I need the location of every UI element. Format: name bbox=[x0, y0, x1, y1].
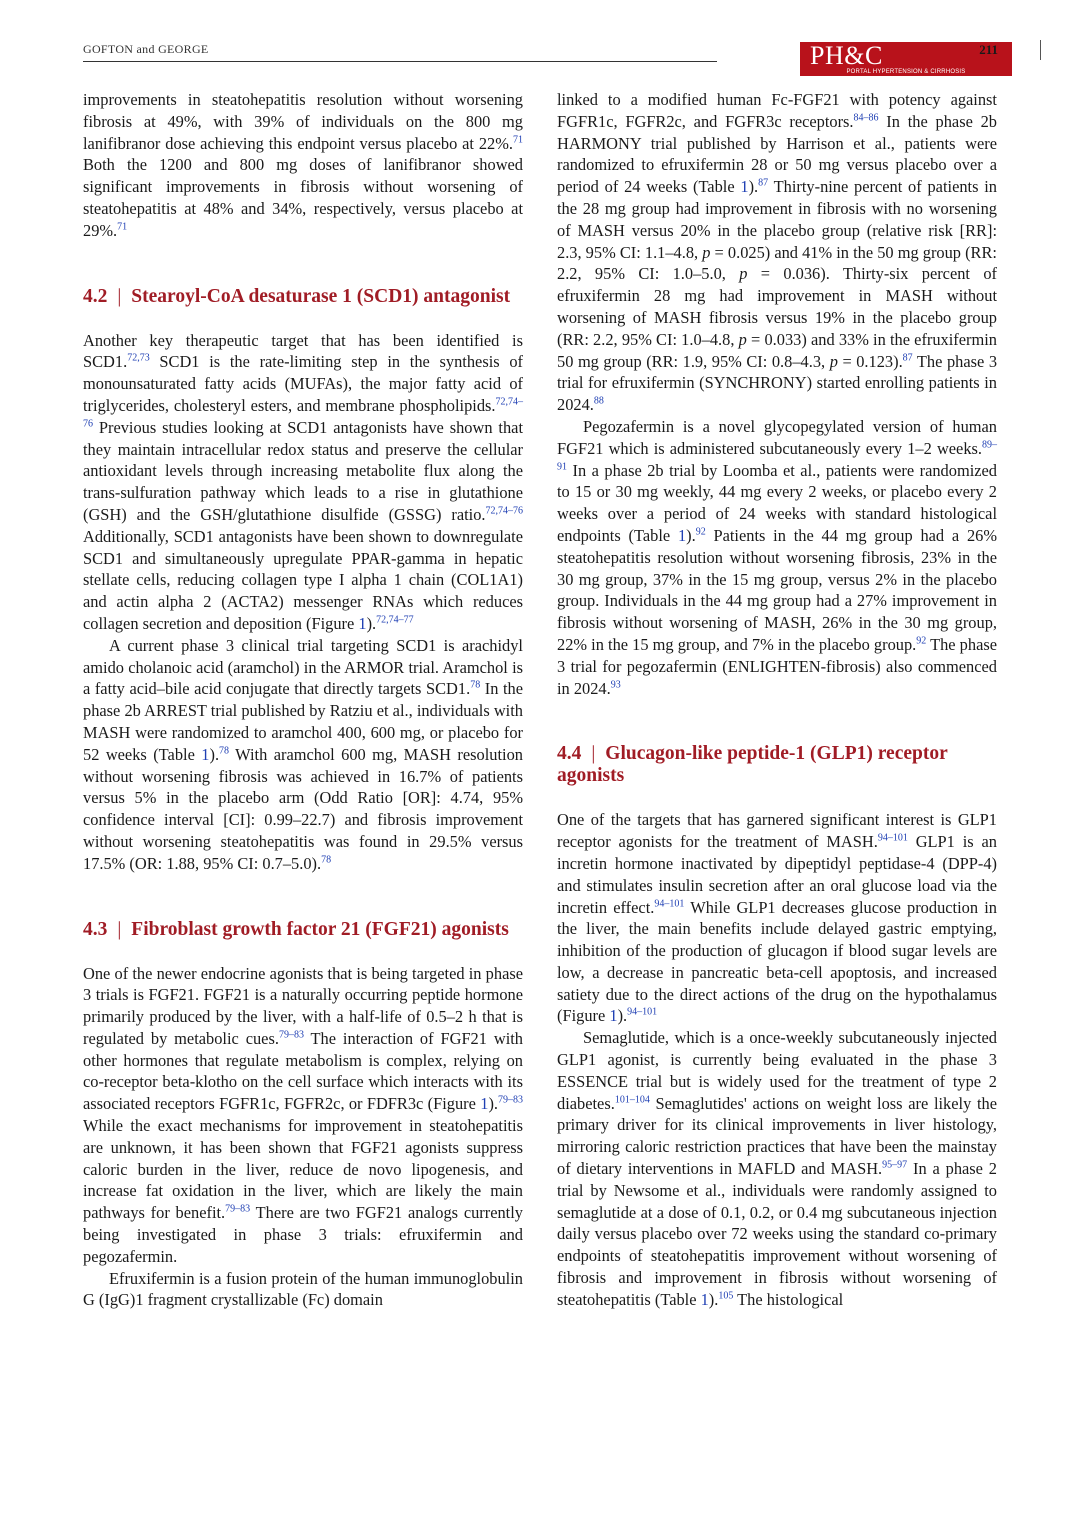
table-link[interactable]: 1 bbox=[677, 525, 687, 545]
section-heading-4-3: 4.3 | Fibroblast growth factor 21 (FGF21) agonists bbox=[83, 918, 509, 940]
right-column bbox=[557, 89, 997, 1311]
citation-link[interactable]: 94–101 bbox=[654, 898, 685, 910]
table-link[interactable]: 1 bbox=[201, 744, 210, 764]
citation-link[interactable]: 78 bbox=[470, 679, 481, 691]
citation-link[interactable]: 94–101 bbox=[877, 832, 908, 844]
citation-link[interactable]: 89–91 bbox=[557, 439, 997, 473]
page-number: 211 bbox=[979, 42, 998, 57]
section-heading-4-4: 4.4 | Glucagon-like peptide-1 (GLP1) receptor agonists bbox=[557, 743, 948, 787]
journal-logo-subtitle: PORTAL HYPERTENSION & CIRRHOSIS bbox=[846, 69, 966, 75]
paragraph: Pegozafermin is a novel glycopegylated version of human FGF21 which is administered subcutaneously every 1–2 weeks.$^{89-91}$ In a phase 2b trial by Loomba et al., patients were randomized to 15 or 30 mg weekly, 44 mg every 2 weeks, or placebo every 2 weeks over a period of 24 weeks with standard histological endpoints (Table 1).$^{92}$ Patients in the 44 mg group had a 26% steatohepatitis resolution without worsening fibrosis, 23% in the 30 mg group, 37% in the 15 mg group, versus 2% in the placebo group. Individuals in the 44 mg group had a 27% improvement in fibrosis without worsening of MASH, 26% in the 30 mg group, 22% in the 15 mg group, and 7% in the placebo group.$^{92}$ The phase 3 trial for pegozafermin (ENLIGHTEN-fibrosis) also commenced in 2024.93 bbox=[557, 416, 998, 698]
paragraph: Semaglutide, which is a once-weekly subcutaneously injected GLP1 agonist, is currently being evaluated in the phase 3 ESSENCE trial but is widely used for the treatment of type 2 diabetes.$^{101-104}$ Semaglutides' actions on weight loss are likely the primary driver for its clinical improvements in liver histology, mirroring caloric restriction practices that have been the mainstay of dietary interventions in MAFLD and MASH.$^{95-97}$ In a phase 2 trial by Newsome et al., individuals were randomly assigned to semaglutide at a dose of 0.1, 0.2, or 0.4 mg subcutaneous injection daily versus placebo over 72 weeks using the standard co-primary endpoints of steatohepatitis improvement without worsening of fibrosis and improvement in fibrosis without worsening of steatohepatitis (Table 1).$^{105}$ The histological bbox=[557, 1028, 997, 1309]
citation-link[interactable]: 94–101 bbox=[627, 1007, 658, 1019]
figure-link[interactable]: 1 bbox=[609, 1006, 618, 1026]
header-rule bbox=[83, 61, 717, 62]
paragraph: A current phase 3 clinical trial targeting SCD1 is arachidyl amido cholanoic acid (aramchol) in the ARMOR trial. Aramchol is a fatty acid–bile acid conjugate that directly targets SCD1.78 In the phase 2b ARREST trial published by Ratziu et al., individuals with MASH were randomized to aramchol 400, 600 mg, or placebo for 52 weeks (Table 1).$^{78}$ With aramchol 600 mg, MASH resolution without worsening fibrosis was achieved in 16.7% of patients versus 5% in the placebo arm (Odd Ratio [OR]: 4.74, 95% confidence interval [CI]: 0.99–22.7) and fibrosis improvement without worsening steatohepatitis was found in 29.5% versus 17.5% (OR: 1.88, 95% CI: 0.7–5.0).$^{78}$ bbox=[83, 635, 524, 873]
citation-link[interactable]: 78 bbox=[219, 745, 230, 757]
citation-link[interactable]: 84–86 bbox=[853, 112, 879, 124]
paragraph: linked to a modified human Fc-FGF21 with potency against FGFR1c, FGFR2c, and FGFR3c receptors.$^{84-86}$ In the phase 2b HARMONY trial published by Harrison et al., patients were randomized to efruxifermin 28 or 50 mg versus placebo over a period of 24 weeks (Table 1).$^{87}$ Thirty-nine percent of patients in the 28 mg group had improvement in fibrosis with no worsening of MASH versus 20% in the placebo group (relative risk [RR]: 2.3, 95% CI: 1.1–4.8, p = 0.025) and 41% in the 50 mg group (RR: 2.2, 95% CI: 1.0–5.0, p = 0.036). Thirty-six percent of efruxifermin 28 mg had improvement in MASH without worsening of MASH fibrosis versus 19% in the placebo group (RR: 2.2, 95% CI: 1.0–4.8, p = 0.033) and 33% in the efruxifermin 50 mg group (RR: 1.9, 95% CI: 0.8–4.3, p = 0.123).$^{87}$ The phase 3 trial for efruxifermin (SYNCHRONY) started enrolling patients in 2024.88 bbox=[557, 90, 998, 415]
paragraph: Another key therapeutic target that has been identified is SCD1.$^{72,73}$ SCD1 is the rate-limiting step in the synthesis of monounsaturated fatty acids (MUFAs), the major fatty acid of triglycerides, cholesteryl esters, and membrane phospholipids.$^{72,74-76}$ Previous studies looking at SCD1 antagonists have shown that they maintain intracellular redox status and preserve the cellular antioxidant levels through increasing metabolite flux along the trans-sulfuration pathway which leads to a rise in glutathione (GSH) and the GSH/glutathione disulfide (GSSG) ratio.$^{72,74-76}$ Additionally, SCD1 antagonists have been shown to downregulate SCD1 and simultaneously upregulate PPAR-gamma in hepatic stellate cells, reducing collagen type I alpha 1 chain (COL1A1) and actin alpha 2 (ACTA2) messenger RNAs which reduces collagen secretion and deposition (Figure 1).$^{72,74-77}$ bbox=[83, 330, 523, 633]
citation-link[interactable]: 79–83 bbox=[498, 1094, 523, 1106]
citation-link[interactable]: 88 bbox=[593, 395, 604, 407]
citation-link[interactable]: 105 bbox=[718, 1290, 734, 1302]
table-link[interactable]: 1 bbox=[700, 1289, 709, 1309]
citation-link[interactable]: 92 bbox=[916, 635, 927, 647]
paragraph: One of the targets that has garnered significant interest is GLP1 receptor agonists for the treatment of MASH.$^{94-101}$ GLP1 is an incretin hormone inactivated by dipeptidyl peptidase-4 (DPP-4) and stimulates insulin secretion after an oral glucose load via the incretin effect.$^{94-101}$ While GLP1 decreases glucose production in the liver, the main benefits include delayed gastric emptying, inhibition of the production of glucagon if blood sugar levels are low, a decrease in pancreatic beta-cell apoptosis, and increased satiety due to the direct actions of the drug on the hypothalamus (Figure 1).$^{94-101}$ bbox=[557, 810, 998, 1026]
citation-link[interactable]: 78 bbox=[321, 854, 332, 866]
citation-link[interactable]: 101–104 bbox=[614, 1094, 650, 1106]
citation-link[interactable]: 79–83 bbox=[225, 1203, 251, 1215]
left-column bbox=[83, 89, 523, 1311]
citation-link[interactable]: 72,73 bbox=[127, 352, 150, 364]
citation-link[interactable]: 92 bbox=[695, 526, 706, 538]
paragraph: One of the newer endocrine agonists that is being targeted in phase 3 trials is FGF21. FGF21 is a naturally occurring peptide hormone primarily produced by the liver, with a half-life of 0.5–2 h that is regulated by metabolic cues.$^{79-83}$ The interaction of FGF21 with other hormones that regulate metabolism is complex, relying on co-receptor beta-klotho on the cell surface which interacts with its associated receptors FGFR1c, FGFR2c, or FDFR3c (Figure 1).$^{79-83}$ While the exact mechanisms for improvement in steatohepatitis are unknown, it has been shown that FGF21 agonists suppress caloric burden in the liver, reduce de novo lipogenesis, and increase fat oxidation in the liver, which are likely the main pathways for benefit.$^{79-83}$ There are two FGF21 analogs currently being investigated in phase 3 trials: efruxifermin and pegozafermin. bbox=[83, 963, 523, 1266]
citation-link[interactable]: 72,74–76 bbox=[485, 505, 523, 517]
section-heading-4-2: 4.2 | Stearoyl-CoA desaturase 1 (SCD1) antagonist bbox=[83, 285, 511, 307]
citation-link[interactable]: 93 bbox=[610, 679, 621, 691]
header-divider bbox=[1040, 40, 1041, 60]
citation-link[interactable]: 79–83 bbox=[278, 1029, 304, 1041]
citation-link[interactable]: 87 bbox=[902, 352, 913, 364]
citation-link[interactable]: 72,74–77 bbox=[376, 614, 414, 626]
page-header bbox=[83, 40, 998, 75]
figure-link[interactable]: 1 bbox=[358, 613, 367, 633]
citation-link[interactable]: 95–97 bbox=[882, 1159, 908, 1171]
citation-link[interactable]: 71 bbox=[117, 221, 128, 233]
paragraph: improvements in steatohepatitis resolution without worsening fibrosis at 49%, with 39% of individuals on the 800 mg lanifibranor dose achieving this endpoint versus placebo at 22%.$^{71}$ Both the 1200 and 800 mg doses of lanifibranor showed significant improvements in fibrosis without worsening of steatohepatitis at 48% and 34%, respectively, versus placebo at 29%.$^{71}$ bbox=[83, 90, 523, 240]
journal-logo-mark: PH&C bbox=[810, 41, 883, 70]
citation-link[interactable]: 71 bbox=[513, 134, 523, 146]
paragraph: Efruxifermin is a fusion protein of the human immunoglobulin G (IgG)1 fragment crystallizable (Fc) domain bbox=[83, 1268, 523, 1310]
citation-link[interactable]: 72,74–76 bbox=[83, 396, 523, 430]
citation-link[interactable]: 87 bbox=[758, 177, 769, 189]
figure-link[interactable]: 1 bbox=[480, 1094, 489, 1114]
running-head-authors: GOFTON and GEORGE bbox=[83, 42, 209, 56]
table-link[interactable]: 1 bbox=[740, 177, 749, 197]
